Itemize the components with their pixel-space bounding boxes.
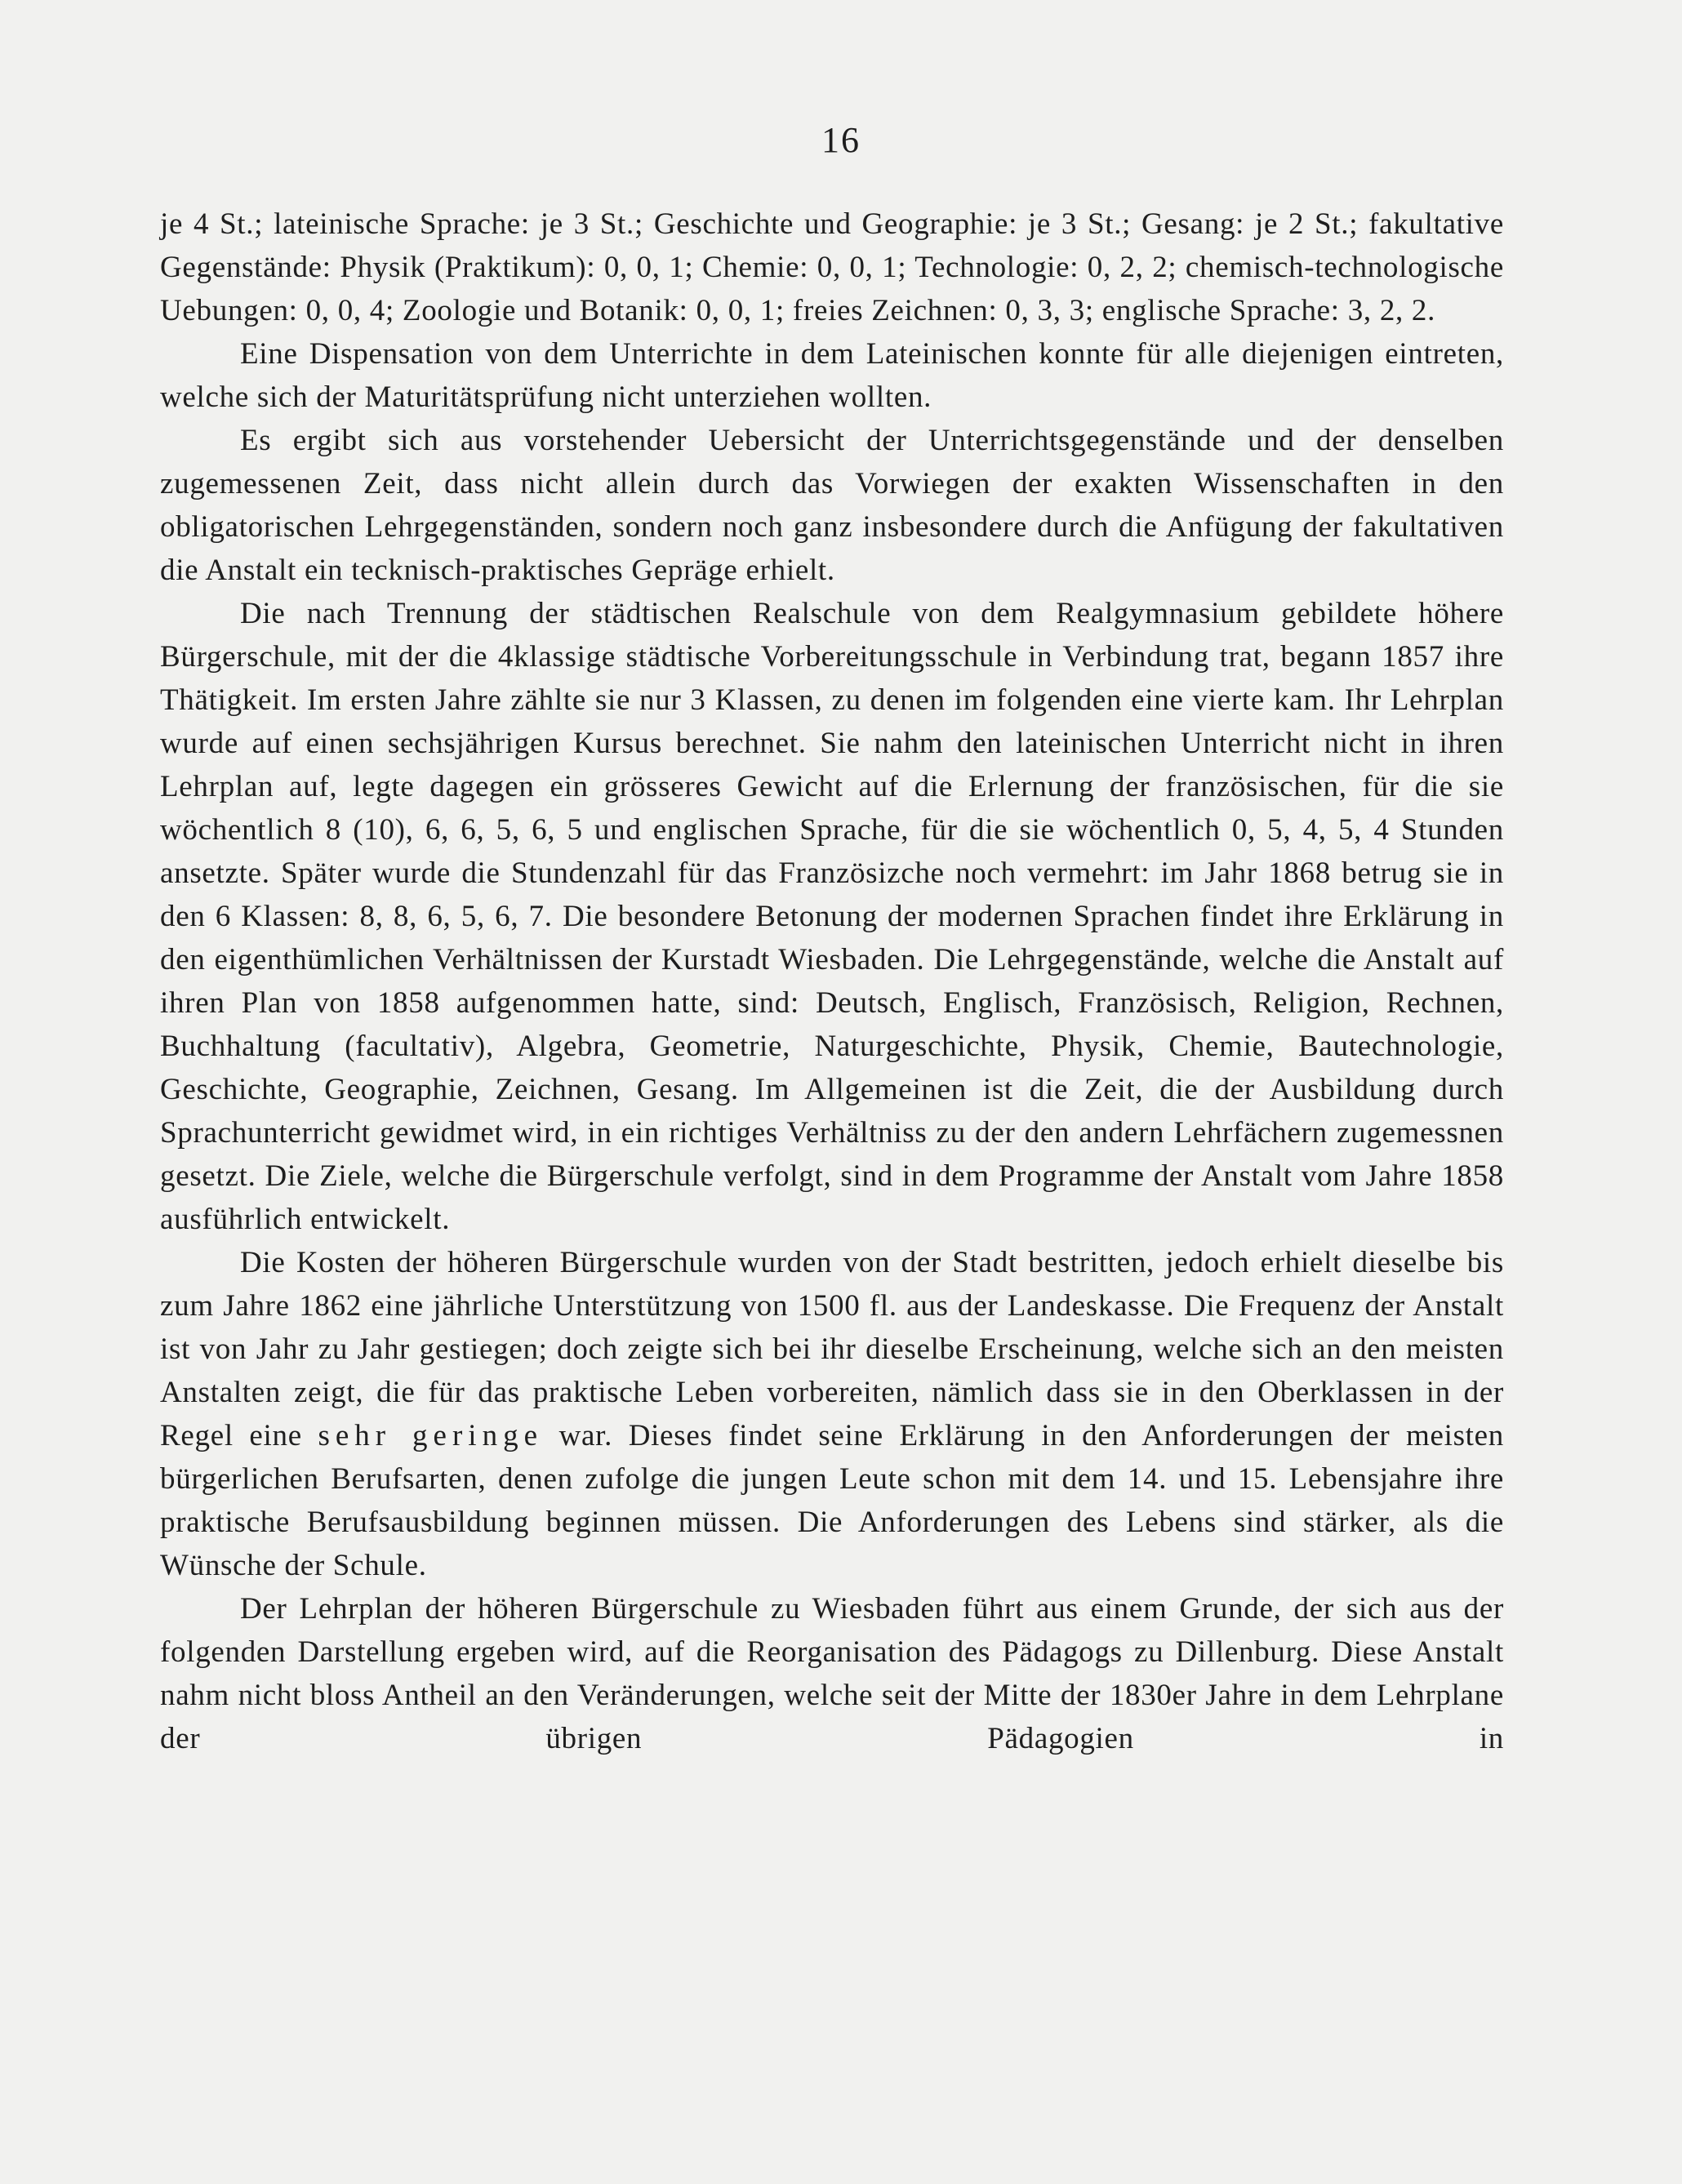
body-text	[160, 202, 1504, 1760]
costs-text-after: war. Dieses findet seine Erklärung in den Anforderungen der meisten bürgerlichen Berufsarten, denen zufolge die jungen Leute schon mit dem 14. und 15. Lebensjahre ihre praktische Berufsausbildung beginnen müssen. Die Anforderungen des Lebens sind stärker, als die Wünsche der Schule.	[160, 1419, 1504, 1582]
costs-text-before: Die Kosten der höheren Bürgerschule wurden von der Stadt bestritten, jedoch erhielt dieselbe bis zum Jahre 1862 eine jährliche Unterstützung von 1500 fl. aus der Landeskasse. Die Frequenz der Anstalt ist von Jahr zu Jahr gestiegen; doch zeigte sich bei ihr dieselbe Erscheinung, welche sich an den meisten Anstalten zeigt, die für das praktische Leben vorbereiten, nämlich dass sie in den Oberklassen in der Regel eine	[160, 1246, 1504, 1452]
paragraph-buergerschule-history: Die nach Trennung der städtischen Realschule von dem Realgymnasium gebildete höhere Bürgerschule, mit der die 4klassige städtische Vorbereitungsschule in Verbindung trat, begann 1857 ihre Thätigkeit. Im ersten Jahre zählte sie nur 3 Klassen, zu denen im folgenden eine vierte kam. Ihr Lehrplan wurde auf einen sechsjährigen Kursus berechnet. Sie nahm den lateinischen Unterricht nicht in ihren Lehrplan auf, legte dagegen ein grösseres Gewicht auf die Erlernung der französischen, für die sie wöchentlich 8 (10), 6, 6, 5, 6, 5 und englischen Sprache, für die sie wöchentlich 0, 5, 4, 5, 4 Stunden ansetzte. Später wurde die Stundenzahl für das Französizche noch vermehrt: im Jahr 1868 betrug sie in den 6 Klassen: 8, 8, 6, 5, 6, 7. Die besondere Betonung der modernen Sprachen findet ihre Erklärung in den eigenthümlichen Verhältnissen der Kurstadt Wiesbaden. Die Lehrgegenstände, welche die Anstalt auf ihren Plan von 1858 aufgenommen hatte, sind: Deutsch, Englisch, Französisch, Religion, Rechnen, Buchhaltung (facultativ), Algebra, Geometrie, Naturgeschichte, Physik, Chemie, Bautechnologie, Geschichte, Geographie, Zeichnen, Gesang. Im Allgemeinen ist die Zeit, die der Ausbildung durch Sprachunterricht gewidmet wird, in ein richtiges Verhältniss zu der den andern Lehrfächern zugemessnen gesetzt. Die Ziele, welche die Bürgerschule verfolgt, sind in dem Programme der Anstalt vom Jahre 1858 ausführlich entwickelt.	[160, 597, 1504, 1236]
page-number: 16	[821, 120, 861, 160]
paragraph-lehrplan-dillenburg: Der Lehrplan der höheren Bürgerschule zu Wiesbaden führt aus einem Grunde, der sich aus der folgenden Darstellung ergeben wird, auf die Reorganisation des Pädagogs zu Dillenburg. Diese Anstalt nahm nicht bloss Antheil an den Veränderungen, welche seit der Mitte der 1830er Jahre in dem Lehrplane der übrigen Pädagogien in	[160, 1592, 1504, 1755]
paragraph-latin-dispensation: Eine Dispensation von dem Unterrichte in dem Lateinischen konnte für alle diejenigen eintreten, welche sich der Maturitätsprüfung nicht unterziehen wollten.	[160, 337, 1504, 414]
paragraph-costs-frequency	[160, 1241, 1504, 1587]
paragraph-subjects-hours: je 4 St.; lateinische Sprache: je 3 St.; Geschichte und Geographie: je 3 St.; Gesang: je 2 St.; fakultative Gegenstände: Physik (Praktikum): 0, 0, 1; Chemie: 0, 0, 1; Technologie: 0, 2, 2; chemisch-technologische Uebungen: 0, 0, 4; Zoologie und Botanik: 0, 0, 1; freies Zeichnen: 0, 3, 3; englische Sprache: 3, 2, 2.	[160, 207, 1504, 327]
paragraph-overview-conclusion: Es ergibt sich aus vorstehender Uebersicht der Unterrichtsgegenstände und der denselben zugemessenen Zeit, dass nicht allein durch das Vorwiegen der exakten Wissenschaften in den obligatorischen Lehrgegenständen, sondern noch ganz insbesondere durch die Anfügung der fakultativen die Anstalt ein tecknisch-praktisches Gepräge erhielt.	[160, 424, 1504, 587]
emphasized-text: sehr geringe	[318, 1419, 543, 1452]
